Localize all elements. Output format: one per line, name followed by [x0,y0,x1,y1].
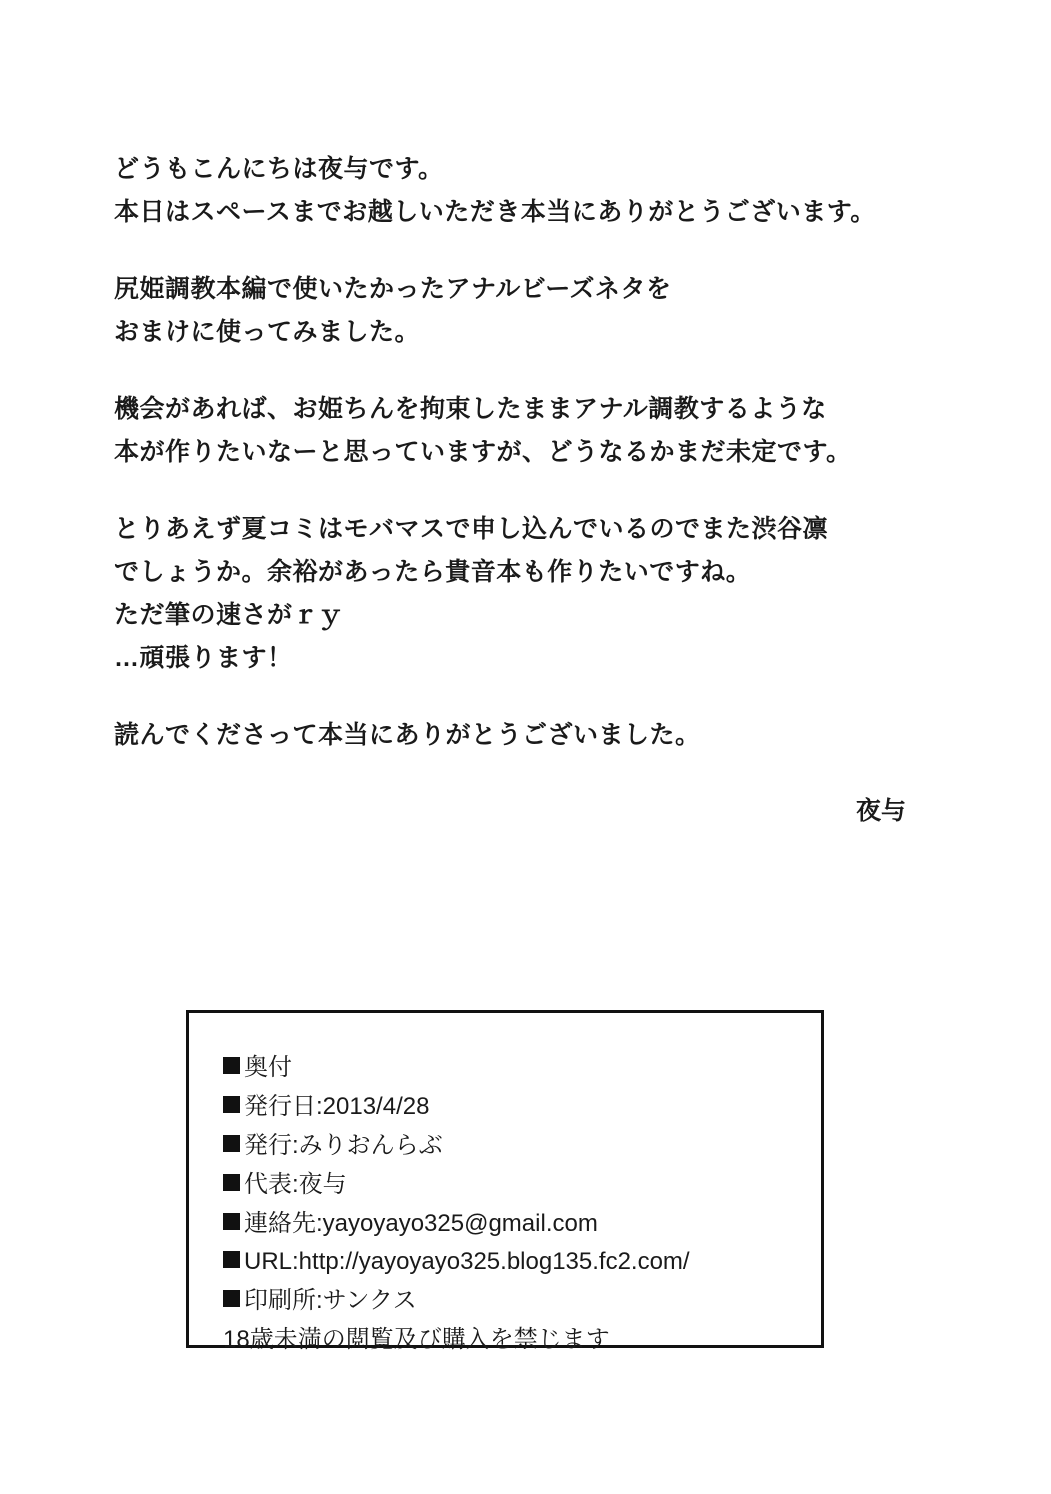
afterword-paragraph [114,388,944,474]
afterword-paragraph [114,148,944,234]
afterword-line: おまけに使ってみました。 [114,318,421,346]
afterword-line: 尻姫調教本編で使いたかったアナルビーズネタを [114,275,672,303]
afterword-line: でしょうか。余裕があったら貴音本も作りたいですね。 [114,558,752,586]
colophon-line-text: 奥付 [244,1054,292,1081]
colophon-line [223,1321,821,1360]
square-bullet-icon [223,1251,240,1268]
afterword-line: 機会があれば、お姫ちんを拘束したままアナル調教するような [114,395,827,423]
square-bullet-icon [223,1290,240,1307]
colophon-line [223,1088,821,1127]
afterword-line: どうもこんにちは夜与です。 [114,155,444,183]
afterword-line: 読んでくださって本当にありがとうございました。 [114,721,701,749]
square-bullet-icon [223,1213,240,1230]
colophon-line [223,1127,821,1166]
square-bullet-icon [223,1096,240,1113]
colophon-line-text: 18歳未満の閲覧及び購入を禁じます [223,1326,610,1354]
afterword-paragraph [114,508,944,680]
colophon-line [223,1205,821,1244]
colophon-line [223,1282,821,1321]
square-bullet-icon [223,1057,240,1074]
afterword-line: 本が作りたいなーと思っていますが、どうなるかまだ未定です。 [114,438,852,466]
colophon-box [186,1010,824,1354]
colophon-line-text: 発行:みりおんらぶ [244,1131,443,1159]
colophon-line [223,1243,821,1282]
afterword-line: …頑張ります！ [114,644,293,672]
afterword-paragraph [114,268,944,354]
colophon-line-text: 連絡先:yayoyayo325@gmail.com [244,1209,598,1237]
colophon-line [223,1049,821,1088]
afterword-line: ただ筆の速さがｒｙ [114,601,344,629]
square-bullet-icon [223,1174,240,1191]
afterword-text-block [114,148,944,827]
afterword-line: とりあえず夏コミはモバマスで申し込んでいるのでまた渋谷凛 [114,515,829,543]
colophon-line [223,1166,821,1205]
colophon-line-text: 代表:夜与 [244,1170,347,1198]
afterword-line: 本日はスペースまでお越しいただき本当にありがとうございます。 [114,198,876,226]
colophon-line-text: URL:http://yayoyayo325.blog135.fc2.com/ [244,1248,690,1276]
colophon-line-text: 発行日:2013/4/28 [244,1092,430,1120]
afterword-paragraph [114,714,944,757]
author-signature: 夜与 [855,797,906,825]
colophon-content [189,1013,821,1360]
square-bullet-icon [223,1135,240,1152]
colophon-line-text: 印刷所:サンクス [244,1287,417,1315]
